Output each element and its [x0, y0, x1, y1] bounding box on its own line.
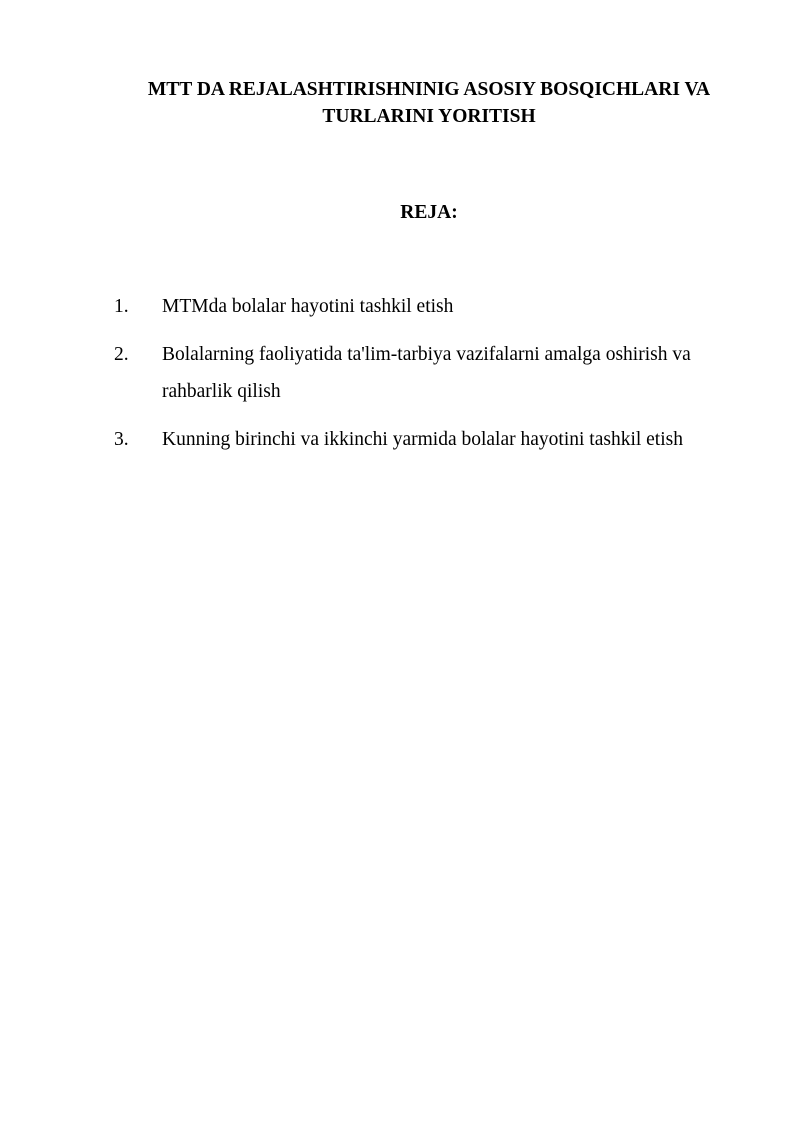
plan-item-text [162, 292, 760, 321]
document-title [100, 76, 758, 130]
plan-item-text-line: rahbarlik qilish [162, 381, 281, 402]
plan-item-text-line: MTMda bolalar hayotini tashkil etish [162, 296, 454, 317]
plan-item-2 [114, 340, 760, 406]
plan-heading: REJA: [400, 202, 458, 223]
document-title-line-2: TURLARINI YORITISH [322, 106, 536, 127]
plan-item-1 [114, 292, 760, 321]
plan-item-text [162, 340, 760, 406]
plan-item-number: 2. [114, 344, 129, 365]
plan-list [114, 292, 760, 473]
plan-item-number: 1. [114, 296, 129, 317]
plan-item-text [162, 425, 760, 454]
plan-item-text-line: Bolalarning faoliyatida ta'lim-tarbiya vazifalarni amalga oshirish va [162, 344, 691, 365]
plan-item-number: 3. [114, 429, 129, 450]
plan-item-3 [114, 425, 760, 454]
document-title-line-1: MTT DA REJALASHTIRISHNINIG ASOSIY BOSQICHLARI VA [147, 79, 711, 100]
plan-item-text-line: Kunning birinchi va ikkinchi yarmida bolalar hayotini tashkil etish [162, 429, 683, 450]
